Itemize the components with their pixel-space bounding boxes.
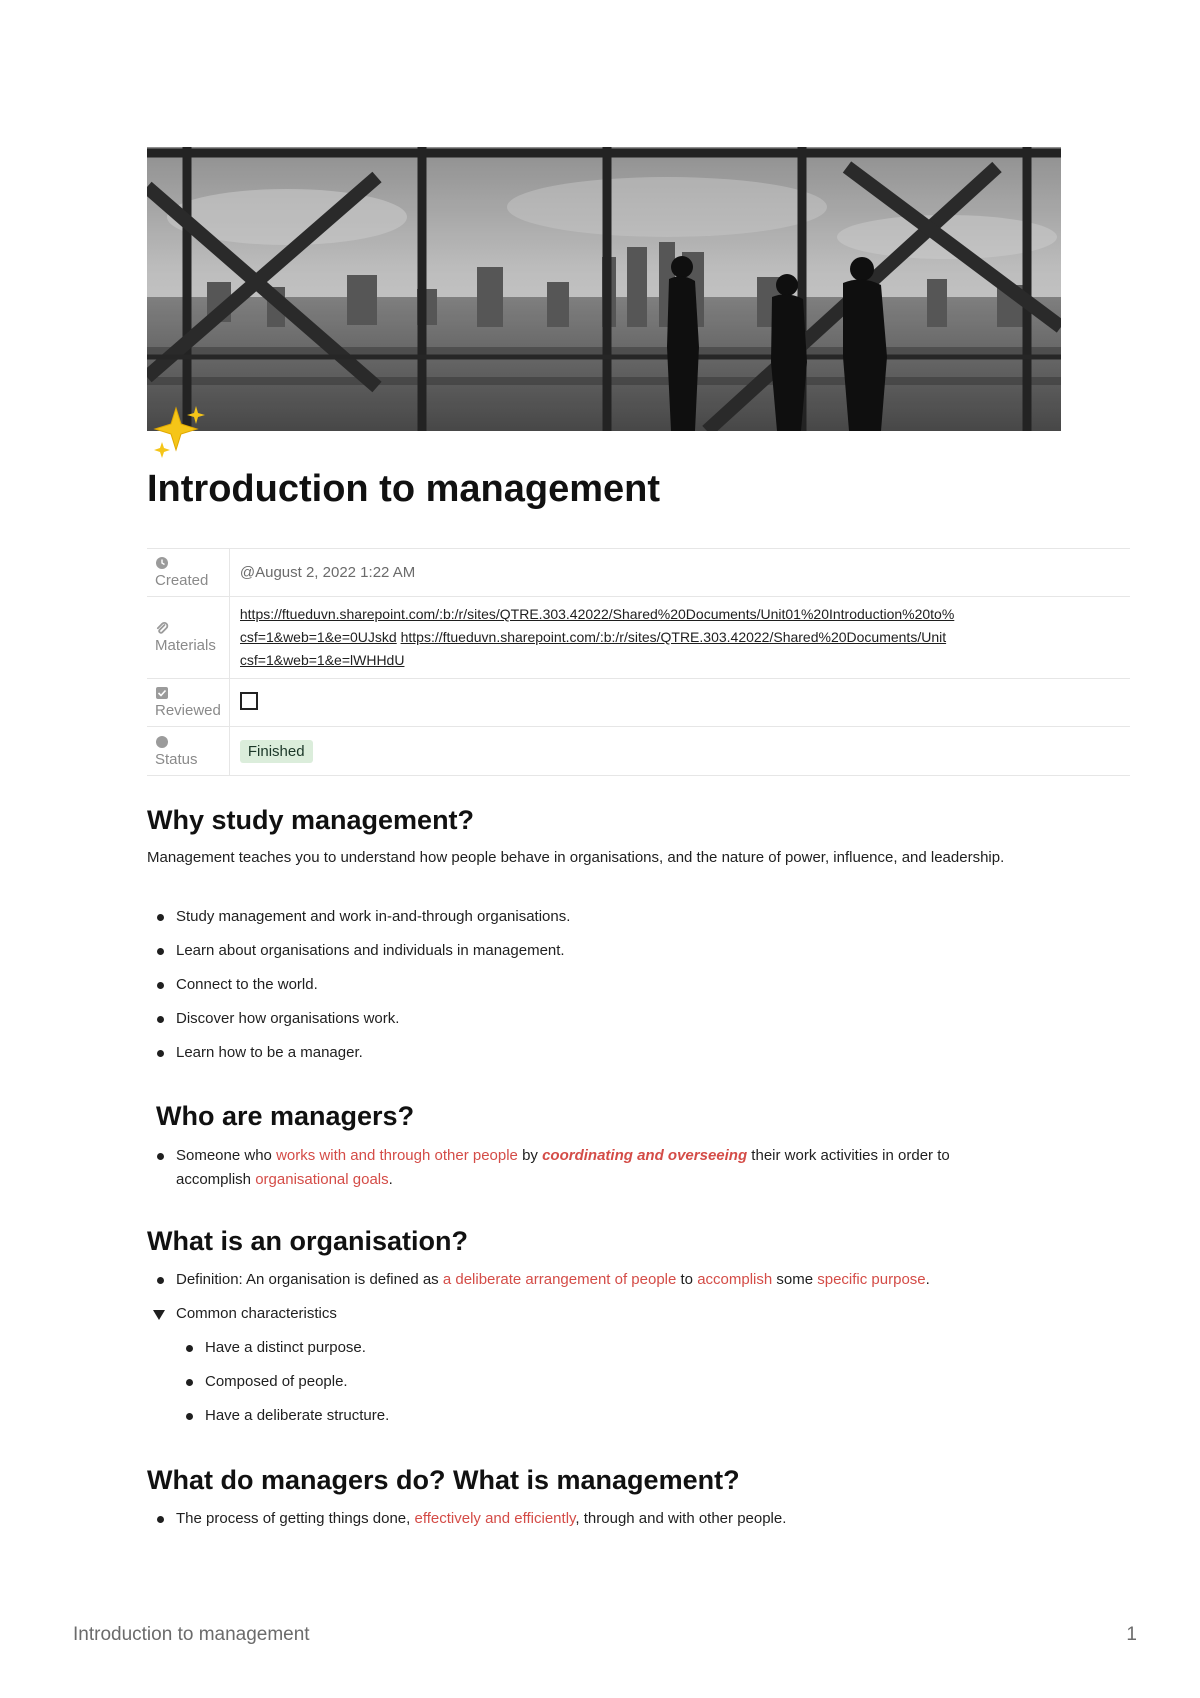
why-paragraph: Management teaches you to understand how people behave in organisations, and the nature of power, influence, and leadership. xyxy=(147,849,1005,866)
materials-links xyxy=(240,603,1120,672)
reviewed-checkbox[interactable] xyxy=(240,692,258,710)
heading-why-study-management: Why study management? xyxy=(147,805,475,835)
toggle-common-characteristics[interactable]: Common characteristics Have a distinct purpose. Composed of people. Have a deliberate structure. xyxy=(147,1302,1047,1428)
checkbox-icon xyxy=(155,686,169,700)
bullet-icon xyxy=(157,982,164,989)
property-label: Created xyxy=(155,571,209,589)
list-item: The process of getting things done, effectively and efficiently, through and with other people. xyxy=(147,1507,1047,1531)
list-item: Discover how organisations work. xyxy=(147,1007,1047,1031)
reviewed-value xyxy=(229,679,1130,727)
characteristics-list xyxy=(176,1336,1047,1428)
bullet-icon xyxy=(157,1516,164,1523)
organisation-list xyxy=(147,1268,1047,1438)
property-row-reviewed xyxy=(147,679,1130,727)
management-list xyxy=(147,1507,1047,1541)
material-link-2[interactable]: https://ftueduvn.sharepoint.com/:b:/r/sites/QTRE.303.42022/Shared%20Documents/Unit xyxy=(400,629,947,645)
list-item: Definition: An organisation is defined as a deliberate arrangement of people to accomplish some specific purpose. xyxy=(147,1268,1047,1292)
properties-table xyxy=(147,548,1130,776)
heading-what-is-an-organisation: What is an organisation? xyxy=(147,1226,469,1256)
page-title: Introduction to management xyxy=(147,468,660,510)
status-circle-icon xyxy=(155,735,169,749)
sparkles-icon[interactable] xyxy=(150,404,206,460)
property-row-status xyxy=(147,727,1130,776)
property-label: Reviewed xyxy=(155,701,221,719)
list-item: Study management and work in-and-through organisations. xyxy=(147,905,1047,929)
materials-value xyxy=(229,597,1130,679)
created-value[interactable]: @August 2, 2022 1:22 AM xyxy=(229,549,1130,597)
who-list xyxy=(147,1144,1027,1202)
heading-who-are-managers: Who are managers? xyxy=(156,1101,415,1131)
footer-page-number: 1 xyxy=(1126,1624,1137,1645)
list-item: Connect to the world. xyxy=(147,973,1047,997)
cover-image xyxy=(147,147,1061,431)
bullet-icon xyxy=(186,1413,193,1420)
list-item: Learn about organisations and individuals in management. xyxy=(147,939,1047,963)
list-item: Composed of people. xyxy=(176,1370,1047,1394)
heading-what-do-managers-do: What do managers do? What is management? xyxy=(147,1465,740,1495)
why-list xyxy=(147,905,1047,1075)
clock-icon xyxy=(155,556,169,570)
property-label: Status xyxy=(155,751,198,768)
material-link-1-end[interactable]: csf=1&web=1&e=0UJskd xyxy=(239,629,397,645)
status-value xyxy=(229,727,1130,776)
property-label: Materials xyxy=(155,636,216,654)
property-row-materials xyxy=(147,597,1130,679)
property-key-reviewed xyxy=(147,679,229,727)
bullet-icon xyxy=(157,948,164,955)
list-item: Have a distinct purpose. xyxy=(176,1336,1047,1360)
bullet-icon xyxy=(186,1379,193,1386)
toggle-triangle-icon[interactable] xyxy=(153,1310,165,1320)
bullet-icon xyxy=(157,1153,164,1160)
bullet-icon xyxy=(157,1016,164,1023)
material-link-1[interactable]: https://ftueduvn.sharepoint.com/:b:/r/sites/QTRE.303.42022/Shared%20Documents/Unit01%20Introduction%20to% xyxy=(239,606,955,622)
list-item: Learn how to be a manager. xyxy=(147,1041,1047,1065)
bullet-icon xyxy=(157,1277,164,1284)
cover-illustration xyxy=(147,147,1061,431)
list-item: Have a deliberate structure. xyxy=(176,1404,1047,1428)
bullet-icon xyxy=(157,914,164,921)
status-badge[interactable]: Finished xyxy=(240,740,313,763)
property-key-materials xyxy=(147,597,229,679)
bullet-icon xyxy=(186,1345,193,1352)
paperclip-icon xyxy=(155,621,169,635)
property-row-created xyxy=(147,549,1130,597)
material-link-2-end[interactable]: csf=1&web=1&e=lWHHdU xyxy=(239,652,405,668)
bullet-icon xyxy=(157,1050,164,1057)
property-key-created xyxy=(147,549,229,597)
list-item: Someone who works with and through other people by coordinating and overseeing their work activities in order to accomplish organisational goals. xyxy=(147,1144,1027,1192)
property-key-status xyxy=(147,727,229,776)
footer-title: Introduction to management xyxy=(73,1624,310,1645)
